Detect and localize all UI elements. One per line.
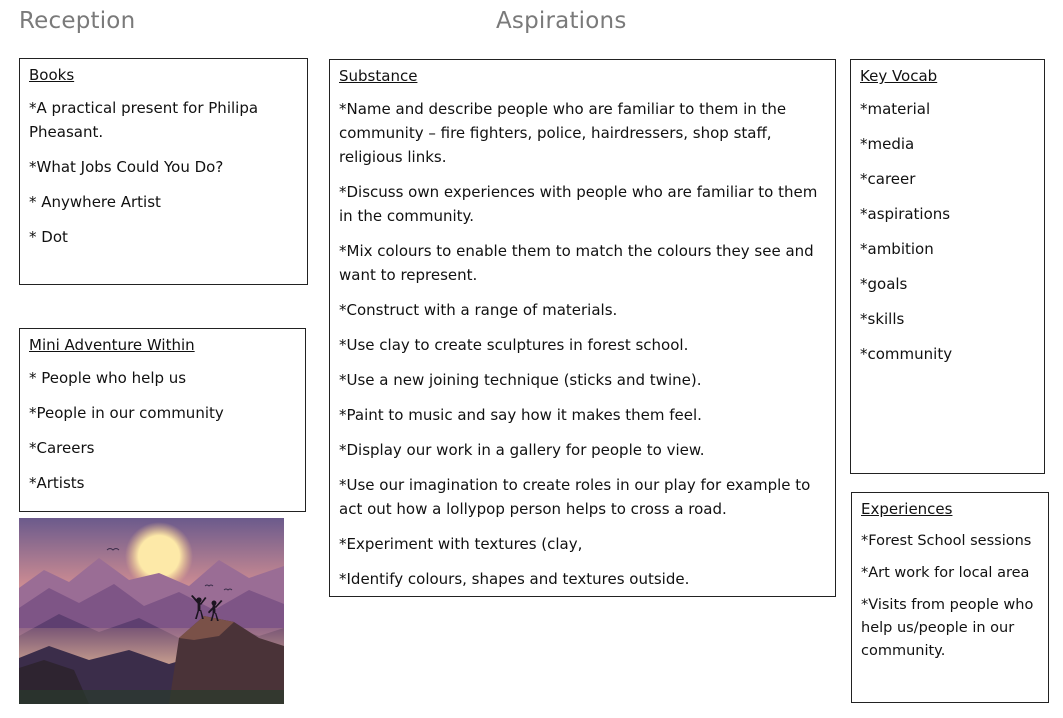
list-item: *Forest School sessions [861,533,1032,549]
list-item: *Art work for local area [861,565,1030,581]
key-vocab-title: Key Vocab [860,67,938,85]
list-item: *Experiment with textures (clay, [339,535,583,553]
mountain-sunset-illustration [19,518,284,704]
list-item: *Paint to music and say how it makes them feel. [339,406,702,424]
reception-heading: Reception [19,8,136,34]
experiences-box [851,492,1049,703]
list-item: *Discuss own experiences with people who are familiar to them in the community. [339,183,818,225]
mountain-sunset-picture [19,518,284,704]
list-item: *goals [860,275,908,293]
experiences-title: Experiences [861,500,953,518]
mini-adventure-list [29,366,296,495]
list-item: *Name and describe people who are familiar to them in the community – fire fighters, police, hairdressers, shop staff, religious links. [339,100,787,166]
list-item: *People in our community [29,404,224,422]
books-title: Books [29,66,75,84]
list-item: *What Jobs Could You Do? [29,158,224,176]
substance-list [339,97,826,591]
list-item: *Identify colours, shapes and textures outside. [339,570,690,588]
list-item: *aspirations [860,205,951,223]
list-item: *ambition [860,240,934,258]
substance-box [329,59,836,597]
list-item: *Construct with a range of materials. [339,301,618,319]
list-item: *Display our work in a gallery for people to view. [339,441,705,459]
list-item: *community [860,345,953,363]
list-item: *Mix colours to enable them to match the colours they see and want to represent. [339,242,814,284]
key-vocab-box [850,59,1045,474]
experiences-list [861,530,1039,663]
list-item: *Use a new joining technique (sticks and twine). [339,371,702,389]
books-list [29,96,298,249]
list-item: * People who help us [29,369,187,387]
list-item: *career [860,170,916,188]
substance-title: Substance [339,67,418,85]
list-item: *Use our imagination to create roles in our play for example to act out how a lollypop person helps to cross a road. [339,476,811,518]
list-item: *Careers [29,439,95,457]
list-item: *material [860,100,931,118]
list-item: *Use clay to create sculptures in forest school. [339,336,689,354]
list-item: *Visits from people who help us/people in our community. [861,597,1034,659]
mini-adventure-title: Mini Adventure Within [29,336,195,354]
list-item: * Anywhere Artist [29,193,161,211]
mini-adventure-box [19,328,306,512]
list-item: *skills [860,310,905,328]
aspirations-heading: Aspirations [496,8,627,34]
list-item: *Artists [29,474,85,492]
key-vocab-list [860,97,1035,366]
list-item: * Dot [29,228,68,246]
list-item: *media [860,135,915,153]
list-item: *A practical present for Philipa Pheasant. [29,99,259,141]
books-box [19,58,308,285]
